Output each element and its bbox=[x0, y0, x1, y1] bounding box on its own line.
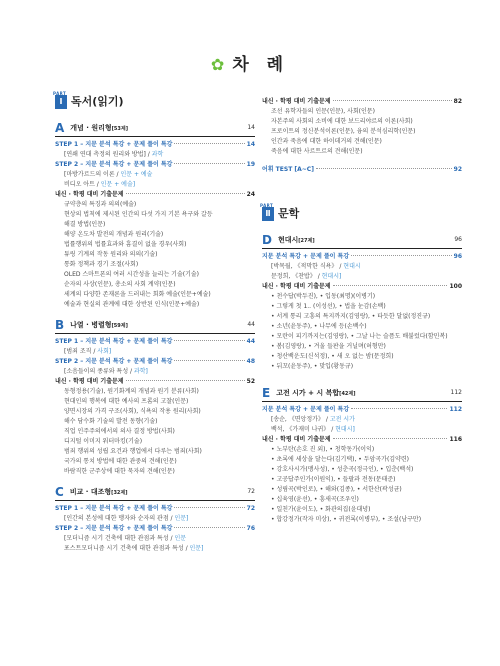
passage-category: 사회] bbox=[97, 348, 112, 355]
passage-category: 과학 bbox=[151, 151, 164, 158]
passage-item: 현대인의 행복에 대한 예사의 프롬의 고찰(인문) bbox=[64, 398, 189, 405]
part-title: 문학 bbox=[278, 207, 300, 220]
section-letter: C bbox=[55, 485, 64, 499]
exam-entry[interactable] bbox=[55, 190, 255, 200]
passage-item: • 초록에 세상을 달는다(김기택), • 두암곡가(김약련) bbox=[271, 456, 410, 463]
passage-item: 규약층의 특징과 의의(예술) bbox=[64, 201, 137, 208]
passage-item: 튜링 기계의 작동 원리와 의의(기술) bbox=[64, 251, 158, 258]
exam-entry-text: 내신 · 학평 대비 기출문제 bbox=[262, 283, 331, 290]
passage-item: 순자의 사상(인문), 총소의 사회 계약(인문) bbox=[64, 281, 176, 288]
passage-source bbox=[55, 514, 255, 524]
passage-source-text: 문정희, 《찬밥》 / bbox=[271, 273, 322, 280]
passage-item: 해결 방법(인문) bbox=[64, 221, 106, 228]
part-number: Ⅰ bbox=[59, 97, 63, 106]
leader-dots bbox=[174, 340, 244, 341]
section-header[interactable] bbox=[55, 121, 255, 137]
part-label: PART bbox=[260, 203, 274, 208]
section-count: [27제] bbox=[298, 237, 315, 244]
exam-entry-text: 내신 · 학평 대비 기출문제 bbox=[262, 436, 331, 443]
step-entry[interactable] bbox=[55, 140, 255, 150]
leader-dots bbox=[174, 143, 244, 144]
page-number: 14 bbox=[246, 141, 255, 148]
vocab-test-entry[interactable] bbox=[262, 165, 462, 175]
section-count: [53제] bbox=[111, 125, 128, 132]
passage-item: • 고공답주인가(이원익), • 들팔과 전동(문태준) bbox=[271, 476, 396, 483]
passage-item: • 봄(김영랑), • 겨울 들판을 거닐며(허형만) bbox=[271, 343, 386, 350]
leader-dots bbox=[333, 438, 448, 439]
exam-entry-text: 내신 · 학평 대비 기출문제 bbox=[55, 191, 124, 198]
exam-entry[interactable] bbox=[262, 97, 462, 107]
step-entry-text: STEP 2 – 지문 분석 특강 + 문제 풀이 특강 bbox=[55, 525, 173, 532]
exam-entry-text: 내신 · 학평 대비 기출문제 bbox=[262, 98, 331, 105]
passage-item: 현상의 법칙에 제시된 인간의 다섯 가지 기본 욕구와 갈등 bbox=[64, 211, 213, 218]
section-count: [59제] bbox=[111, 322, 128, 329]
leader-dots bbox=[351, 408, 447, 409]
exam-entry[interactable] bbox=[262, 435, 462, 445]
step-entry[interactable] bbox=[55, 160, 255, 170]
passage-source bbox=[262, 425, 462, 435]
step-entry-text: STEP 1 – 지문 분석 특강 + 문제 풀이 특강 bbox=[55, 505, 173, 512]
page-number: 112 bbox=[449, 406, 462, 413]
section-letter: D bbox=[262, 233, 272, 247]
passage-source-text: [모더니즘 시기 건축에 대한 관점과 특성 / bbox=[64, 535, 175, 542]
exam-entry[interactable] bbox=[262, 282, 462, 292]
passage-item: 자본주의 사회의 소비에 대한 보드리야르의 이론(사회) bbox=[271, 118, 413, 125]
section-header[interactable] bbox=[55, 485, 255, 501]
passage-source bbox=[262, 272, 462, 282]
passage-item: 직업 인주주의에서의 의사 결정 방법(사회) bbox=[64, 428, 175, 435]
passage-item: • 강호사시가(맹사성), • 성춘곡(정극인), • 입춘(백석) bbox=[271, 466, 414, 473]
passage-item: • 십육영(윤선), • 흥새곡(조우인) bbox=[271, 496, 359, 503]
passage-source bbox=[55, 534, 255, 544]
part-header bbox=[53, 91, 255, 109]
passage-source bbox=[55, 150, 255, 160]
section-page: 96 bbox=[454, 236, 462, 243]
leader-dots bbox=[351, 255, 452, 256]
exam-entry[interactable] bbox=[55, 377, 255, 387]
passage-item: • 성림곡(박인로), • 해와(김종), • 서한산(곽성균) bbox=[271, 486, 402, 493]
part-title: 독서(읽기) bbox=[71, 95, 124, 108]
section-letter: A bbox=[55, 121, 65, 135]
passage-source-text: 포스트모더니즘 시기 건축에 대한 관점과 특성 / bbox=[64, 545, 190, 552]
passage-category: 현대시] bbox=[321, 273, 342, 280]
leader-dots bbox=[333, 285, 448, 286]
step-entry[interactable] bbox=[262, 252, 462, 262]
exam-entry-text: 내신 · 학평 대비 기출문제 bbox=[55, 378, 124, 385]
step-entry-text: STEP 2 – 지문 분석 특강 + 문제 풀이 특강 bbox=[55, 161, 173, 168]
page-number: 92 bbox=[453, 166, 462, 173]
section-page: 14 bbox=[247, 124, 255, 131]
left-column bbox=[53, 91, 255, 554]
section-title bbox=[70, 320, 128, 331]
passage-item: 인간과 죽음에 대한 하이데거의 견해(인문) bbox=[271, 138, 382, 145]
section-title bbox=[70, 123, 128, 134]
toc-title-text: 차 례 bbox=[232, 55, 290, 75]
passage-item: 디지털 이미지 워터마킹(기술) bbox=[64, 438, 143, 445]
section-title-text: 현대시 bbox=[277, 235, 299, 244]
passage-source bbox=[55, 367, 255, 377]
page-number: 52 bbox=[246, 378, 255, 385]
spacer bbox=[55, 477, 255, 485]
passage-source-text: [소음들이의 종류와 특성 / bbox=[64, 368, 134, 375]
passage-source-text: [박목월, 《적막한 식욕》 / bbox=[271, 263, 344, 270]
vocab-test-entry-text: 어휘 TEST [A~C] bbox=[262, 166, 314, 173]
leader-dots bbox=[174, 163, 244, 164]
step-entry[interactable] bbox=[55, 524, 255, 534]
passage-item: 양면시장의 가격 구조(사회), 식욕의 작용 원리(사회) bbox=[64, 408, 201, 415]
passage-item: 해양 온도차 발전의 개념과 원리(기술) bbox=[64, 231, 164, 238]
section-title-text: 나열 · 병렬형 bbox=[70, 320, 112, 329]
passage-source-text: 백석, 《가재미 나귀》 / bbox=[271, 426, 336, 433]
passage-source bbox=[262, 415, 462, 425]
page-number: 19 bbox=[246, 161, 255, 168]
part-number-box bbox=[53, 91, 67, 109]
step-entry-text: STEP 2 – 지문 분석 특강 + 문제 풀이 특강 bbox=[55, 358, 173, 365]
page-number: 116 bbox=[449, 436, 462, 443]
passage-category: 인문 bbox=[174, 535, 187, 542]
passage-item: • 합강정가(작자 미상), • 귀전록(이병부), • 조설(남구만) bbox=[271, 516, 422, 523]
section-letter: E bbox=[262, 386, 271, 400]
toc-title bbox=[0, 50, 500, 75]
passage-item: • 모란이 피기까지는(김영랑), • 그날 나는 슬픔도 배불렀다(함민복) bbox=[271, 333, 448, 340]
passage-item: OLED 스마트폰의 여러 시간성을 늘리는 기술(기술) bbox=[64, 271, 200, 278]
passage-category: 인문] bbox=[189, 545, 204, 552]
section-letter: B bbox=[55, 318, 65, 332]
section-title bbox=[278, 235, 315, 246]
passage-item: • 청산백운도(신석정), • 새 오 없는 밤(문정희) bbox=[271, 353, 394, 360]
page-number: 48 bbox=[246, 358, 255, 365]
passage-item: 통화 정책과 경기 조절(사회) bbox=[64, 261, 139, 268]
section-title bbox=[276, 388, 355, 399]
step-entry[interactable] bbox=[262, 405, 462, 415]
section-header[interactable] bbox=[262, 386, 462, 402]
passage-item: • 노부탄(손호 진 외), • 청학동가(이익) bbox=[271, 446, 375, 453]
clover-icon: ✿ bbox=[210, 55, 225, 74]
passage-source-text: [범죄 조직 / bbox=[64, 348, 98, 355]
page-number: 76 bbox=[246, 525, 255, 532]
leader-dots bbox=[174, 360, 244, 361]
passage-item: • 일친가(윤이도), • 화관의집(윤대녕) bbox=[271, 506, 371, 513]
passage-source bbox=[55, 347, 255, 357]
passage-category: 인문 + 예술] bbox=[100, 181, 136, 188]
passage-item: • 뒤꼬(윤동주), • 맞입(황동규) bbox=[271, 363, 354, 370]
step-entry-text: STEP 1 – 지문 분석 특강 + 문제 풀이 특강 bbox=[55, 338, 173, 345]
page-number: 96 bbox=[453, 253, 462, 260]
passage-source bbox=[55, 170, 255, 180]
page-number: 100 bbox=[449, 283, 462, 290]
passage-category: 인문 + 예술 bbox=[120, 171, 153, 178]
section-count: [32제] bbox=[111, 489, 128, 496]
passage-category: 고전 시가 bbox=[329, 416, 355, 423]
step-entry-text: STEP 1 – 지문 분석 특강 + 문제 풀이 특강 bbox=[55, 141, 173, 148]
passage-source bbox=[55, 544, 255, 554]
passage-item: 예술과 현실의 관계에 대한 상반된 인식(인문+예술) bbox=[64, 301, 200, 308]
passage-source-text: 비디오 아트 / bbox=[64, 181, 101, 188]
passage-source-text: [연쇄 연대 측정의 원리와 방법] / bbox=[64, 151, 152, 158]
passage-item: 죽음에 대한 사르트르의 견해(인문) bbox=[271, 148, 363, 155]
passage-category: 과학] bbox=[133, 368, 148, 375]
section-title-text: 개념 · 원리형 bbox=[70, 123, 112, 132]
leader-dots bbox=[174, 527, 244, 528]
step-entry-text: 지문 분석 특강 + 문제 풀이 특강 bbox=[262, 406, 350, 413]
spacer bbox=[262, 157, 462, 165]
passage-source bbox=[262, 262, 462, 272]
passage-item: 바람직한 군주상에 대한 묵자의 견해(인문) bbox=[64, 468, 175, 475]
leader-dots bbox=[126, 193, 245, 194]
page-number: 82 bbox=[453, 98, 462, 105]
passage-item: • 그렇게 첫 1.. (이성선), • 법을 눈감(손백) bbox=[271, 303, 386, 310]
leader-dots bbox=[316, 168, 452, 169]
page-number: 24 bbox=[246, 191, 255, 198]
section-title bbox=[70, 487, 128, 498]
step-entry[interactable] bbox=[55, 504, 255, 514]
section-count: [42제] bbox=[339, 390, 356, 397]
leader-dots bbox=[174, 507, 244, 508]
passage-item: 해수 담수화 기술의 발전 동향(기술) bbox=[64, 418, 158, 425]
passage-item: 국가의 통치 방법에 대한 관중의 견해(인문) bbox=[64, 458, 177, 465]
section-page: 72 bbox=[247, 488, 255, 495]
section-header[interactable] bbox=[55, 318, 255, 334]
section-page: 44 bbox=[247, 321, 255, 328]
passage-item: 조선 유학자들의 인문(인문), 사회(인문) bbox=[271, 108, 375, 115]
spacer bbox=[262, 372, 462, 386]
spacer bbox=[55, 310, 255, 318]
passage-source-text: [인간의 본성에 대한 맹자와 순자의 관점 / bbox=[64, 515, 175, 522]
passage-source-text: [마방가르드의 이론 / bbox=[64, 171, 121, 178]
passage-item: • 천수답(박두진), • 입동(최명)(이병기) bbox=[271, 293, 376, 300]
right-column bbox=[262, 97, 462, 525]
passage-category: 현대시] bbox=[335, 426, 355, 433]
passage-item: 프로이트의 정신분석이론(인문), 융의 분석심리학(인문) bbox=[271, 128, 416, 135]
spacer bbox=[262, 175, 462, 207]
part-number-box bbox=[260, 203, 274, 221]
step-entry-text: 지문 분석 특강 + 문제 풀이 특강 bbox=[262, 253, 350, 260]
part-header bbox=[260, 203, 462, 221]
section-title-text: 비교 · 대조형 bbox=[69, 487, 112, 496]
section-header[interactable] bbox=[262, 233, 462, 249]
section-title-text: 고전 시가 + 시 복합 bbox=[276, 388, 340, 397]
leader-dots bbox=[126, 380, 245, 381]
step-entry[interactable] bbox=[55, 337, 255, 347]
passage-item: 동형정용(기술), 원기화계의 개념과 원기 분류(사회) bbox=[64, 388, 199, 395]
section-page: 112 bbox=[450, 389, 462, 396]
passage-item: • 서계 통리 고흥의 특지까지(김영랑), • 타듯한 달없(정진규) bbox=[271, 313, 431, 320]
page-number: 44 bbox=[246, 338, 255, 345]
passage-category: 현대시 bbox=[343, 263, 361, 270]
passage-item: 세계의 다양한 존재론을 드러내는 회화 예술(인문+예술) bbox=[64, 291, 211, 298]
leader-dots bbox=[333, 100, 452, 101]
passage-category: 인문] bbox=[174, 515, 189, 522]
step-entry[interactable] bbox=[55, 357, 255, 367]
passage-item: 법률행위의 법률효과와 흠결이 없을 경우(사회) bbox=[64, 241, 187, 248]
passage-source-text: [송순, 《면앙정가》 / bbox=[271, 416, 330, 423]
page-number: 72 bbox=[246, 505, 255, 512]
passage-source bbox=[55, 180, 255, 190]
passage-item: 범죄 행위의 성립 요건과 행업에서 다루는 범죄(사회) bbox=[64, 448, 202, 455]
part-label: PART bbox=[53, 91, 67, 96]
part-number: Ⅱ bbox=[265, 209, 271, 218]
passage-item: • 소년(윤동주), • 나무에 등(손백수) bbox=[271, 323, 367, 330]
